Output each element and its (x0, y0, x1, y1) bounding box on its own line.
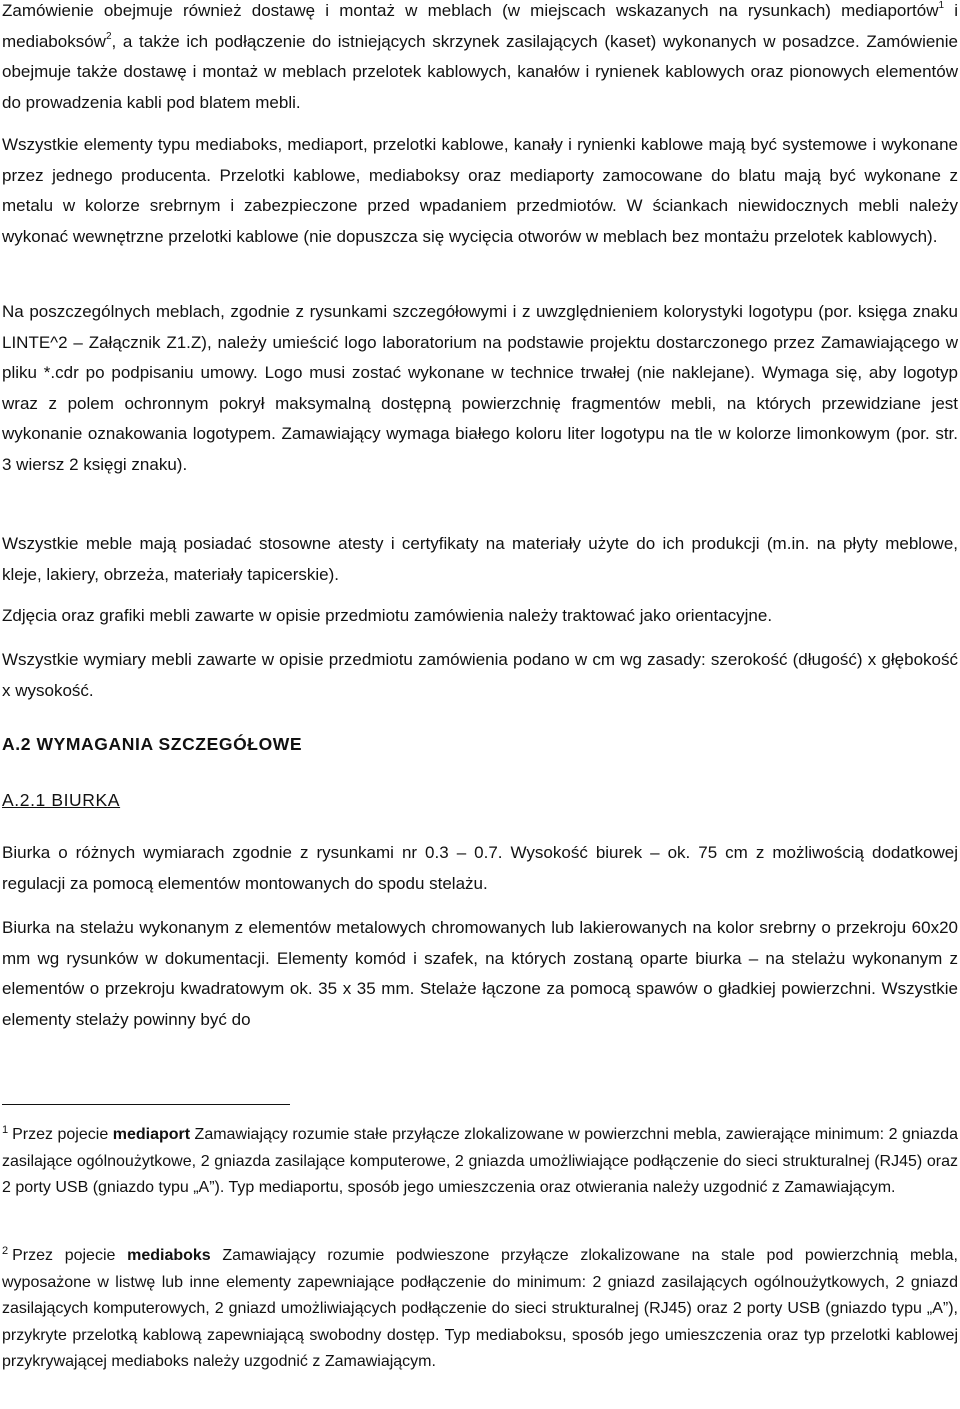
paragraph-dimensions: Wszystkie wymiary mebli zawarte w opisie przedmiotu zamówienia podano w cm wg zasady: szerokość (długość) x głębokość x wysokość. (2, 650, 958, 700)
subsection-heading: A.2.1 BIURKA (2, 790, 121, 810)
paragraph-certificates: Wszystkie meble mają posiadać stosowne atesty i certyfikaty na materiały użyte do ich produkcji (m.in. na płyty meblowe, kleje, lakiery, obrzeża, materiały tapicerskie). (2, 534, 958, 584)
footnote-term: mediaboks (127, 1247, 211, 1264)
footnote-ref-1: 1 (938, 0, 945, 11)
section-heading: A.2 WYMAGANIA SZCZEGÓŁOWE (2, 734, 303, 754)
paragraph-cable-elements: Wszystkie elementy typu mediaboks, mediaport, przelotki kablowe, kanały i rynienki kablowe mają być systemowe i wykonane przez jednego producenta. Przelotki kablowe, mediaboksy oraz mediaporty zamocowane do blatu mają być wykonane z metalu w kolorze srebrnym i zabezpieczone przed wpadaniem przedmiotów. W ściankach niewidocznych mebli należy wykonać wewnętrzne przelotki kablowe (nie dopuszcza się wycięcia otworów w meblach bez montażu przelotek kablowych). (2, 135, 958, 246)
paragraph-images: Zdjęcia oraz grafiki mebli zawarte w opisie przedmiotu zamówienia należy traktować jako orientacyjne. (2, 606, 773, 625)
footnote-term: mediaport (112, 1126, 191, 1143)
footnote-1 (2, 1122, 958, 1202)
footnote-number: 1 (2, 1124, 9, 1136)
paragraph-desks-size: Biurka o różnych wymiarach zgodnie z rysunkami nr 0.3 – 0.7. Wysokość biurek – ok. 75 cm z możliwością dodatkowej regulacji za pomocą elementów montowanych do spodu stelażu. (2, 843, 958, 893)
footnote-number: 2 (2, 1245, 9, 1257)
footnote-text: Zamawiający rozumie podwieszone przyłącze zlokalizowane na stale pod powierzchnią mebla, wyposażone w listwę lub inne elementy zapewniające podłączenie do minimum: 2 gniazd zasilających ogólnoużytkowych, 2 gniazd zasilających komputerowych, 2 gniazd umożliwiających podłączenie do sieci strukturalnej (RJ45) oraz 2 porty USB (gniazdo typu „A”), przykryte przelotką kablową zapewniającą swobodny dostęp. Typ mediaboksu, sposób jego umieszczenia oraz typ przelotki kablowej przykrywającej mediaboks należy uzgodnić z Zamawiającym. (2, 1247, 959, 1371)
footnote-2 (2, 1243, 958, 1376)
paragraph-mediaports (2, 0, 958, 118)
footnote-text: Przez pojecie (12, 1126, 113, 1143)
paragraph-text: , a także ich podłączenie do istniejących skrzynek zasilających (kaset) wykonanych w posadzce. Zamówienie obejmuje także dostawę i montaż w meblach przelotek kablowych, kanałów i rynienek kablowych oraz pionowych elementów do prowadzenia kabli pod blatem mebli. (2, 31, 958, 112)
paragraph-text: i mediaboksów (2, 1, 959, 51)
paragraph-desks-frame: Biurka na stelażu wykonanym z elementów metalowych chromowanych lub lakierowanych na kolor srebrny o przekroju 60x20 mm wg rysunków w dokumentacji. Elementy komód i szafek, na których zostaną oparte biurka – na stelażu wykonanym z elementów o przekroju kwadratowym ok. 35 x 35 mm. Stelaże łączone za pomocą spawów o gładkiej powierzchni. Wszystkie elementy stelaży powinny być do (2, 918, 958, 1029)
footnote-text: Zamawiający rozumie stałe przyłącze zlokalizowane w powierzchni mebla, zawierające minimum: 2 gniazda zasilające ogólnoużytkowe, 2 gniazda zasilające komputerowe, 2 gniazda umożliwiające podłączenie do sieci strukturalnej (RJ45) oraz 2 porty USB (gniazdo typu „A”). Typ mediaportu, sposób jego umieszczenia oraz otwierania należy uzgodnić z Zamawiającym. (2, 1126, 959, 1197)
footnote-text: Przez pojecie (12, 1247, 128, 1264)
footnote-separator (2, 1104, 290, 1105)
paragraph-logo: Na poszczególnych meblach, zgodnie z rysunkami szczegółowymi i z uwzględnieniem kolorystyki logotypu (por. księga znaku LINTE^2 – Załącznik Z1.Z), należy umieścić logo laboratorium na podstawie projektu dostarczonego przez Zamawiającego w pliku *.cdr po podpisaniu umowy. Logo musi zostać wykonane w technice trwałej (nie naklejane). Wymaga się, aby logotyp wraz z polem ochronnym pokrył maksymalną dostępną powierzchnię fragmentów mebli, na których przewidziane jest wykonanie oznakowania logotypem. Zamawiający wymaga białego koloru liter logotypu na tle w kolorze limonkowym (por. str. 3 wiersz 2 księgi znaku). (2, 302, 958, 474)
footnote-ref-2: 2 (105, 30, 112, 42)
paragraph-text: Zamówienie obejmuje również dostawę i montaż w meblach (w miejscach wskazanych na rysunkach) mediaportów (2, 1, 939, 20)
